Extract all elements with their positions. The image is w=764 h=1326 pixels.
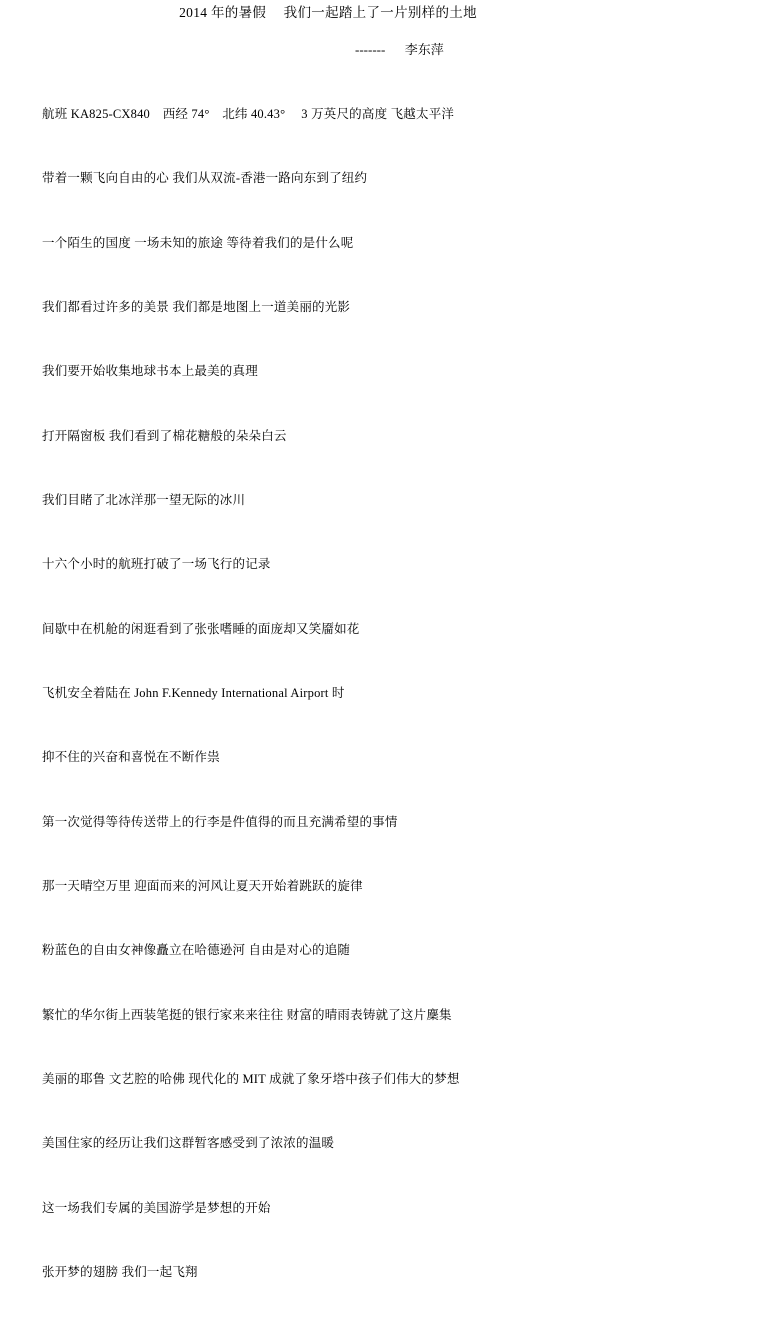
poem-line: 航班 KA825-CX840 西经 74° 北纬 40.43° 3 万英尺的高度 飞越太平洋 <box>42 106 455 121</box>
poem-line: 带着一颗飞向自由的心 我们从双流-香港一路向东到了纽约 <box>42 171 368 186</box>
poem-line: 我们目睹了北冰洋那一望无际的冰川 <box>42 492 246 507</box>
poem-line: 十六个小时的航班打破了一场飞行的记录 <box>42 557 271 572</box>
poem-line: 我们都看过许多的美景 我们都是地图上一道美丽的光影 <box>42 299 351 314</box>
document-byline: ------- 李东萍 <box>355 42 444 57</box>
poem-line: 那一天晴空万里 迎面而来的河风让夏天开始着跳跃的旋律 <box>42 879 363 894</box>
poem-line: 美国住家的经历让我们这群暂客感受到了浓浓的温暖 <box>42 1136 335 1151</box>
poem-line: 繁忙的华尔街上西装笔挺的银行家来来往往 财富的晴雨表铸就了这片麇集 <box>42 1007 452 1022</box>
document-title: 2014 年的暑假 我们一起踏上了一片别样的土地 <box>179 5 477 20</box>
poem-line: 间歇中在机舱的闲逛看到了张张嗜睡的面庞却又笑靥如花 <box>42 621 360 636</box>
poem-line: 抑不住的兴奋和喜悦在不断作祟 <box>42 750 220 765</box>
poem-body <box>42 61 742 1326</box>
poem-line: 我们要开始收集地球书本上最美的真理 <box>42 364 258 379</box>
poem-line: 打开隔窗板 我们看到了棉花糖般的朵朵白云 <box>42 428 287 443</box>
poem-line: 这一场我们专属的美国游学是梦想的开始 <box>42 1200 271 1215</box>
poem-line: 第一次觉得等待传送带上的行李是件值得的而且充满希望的事情 <box>42 814 398 829</box>
poem-line: 美丽的耶鲁 文艺腔的哈佛 现代化的 MIT 成就了象牙塔中孩子们伟大的梦想 <box>42 1072 460 1087</box>
poem-line: 一个陌生的国度 一场未知的旅途 等待着我们的是什么呢 <box>42 235 354 250</box>
poem-line: 粉蓝色的自由女神像矗立在哈德逊河 自由是对心的追随 <box>42 943 351 958</box>
poem-line: 张开梦的翅膀 我们一起飞翔 <box>42 1265 198 1280</box>
poem-line: 飞机安全着陆在 John F.Kennedy International Airport 时 <box>42 686 345 700</box>
